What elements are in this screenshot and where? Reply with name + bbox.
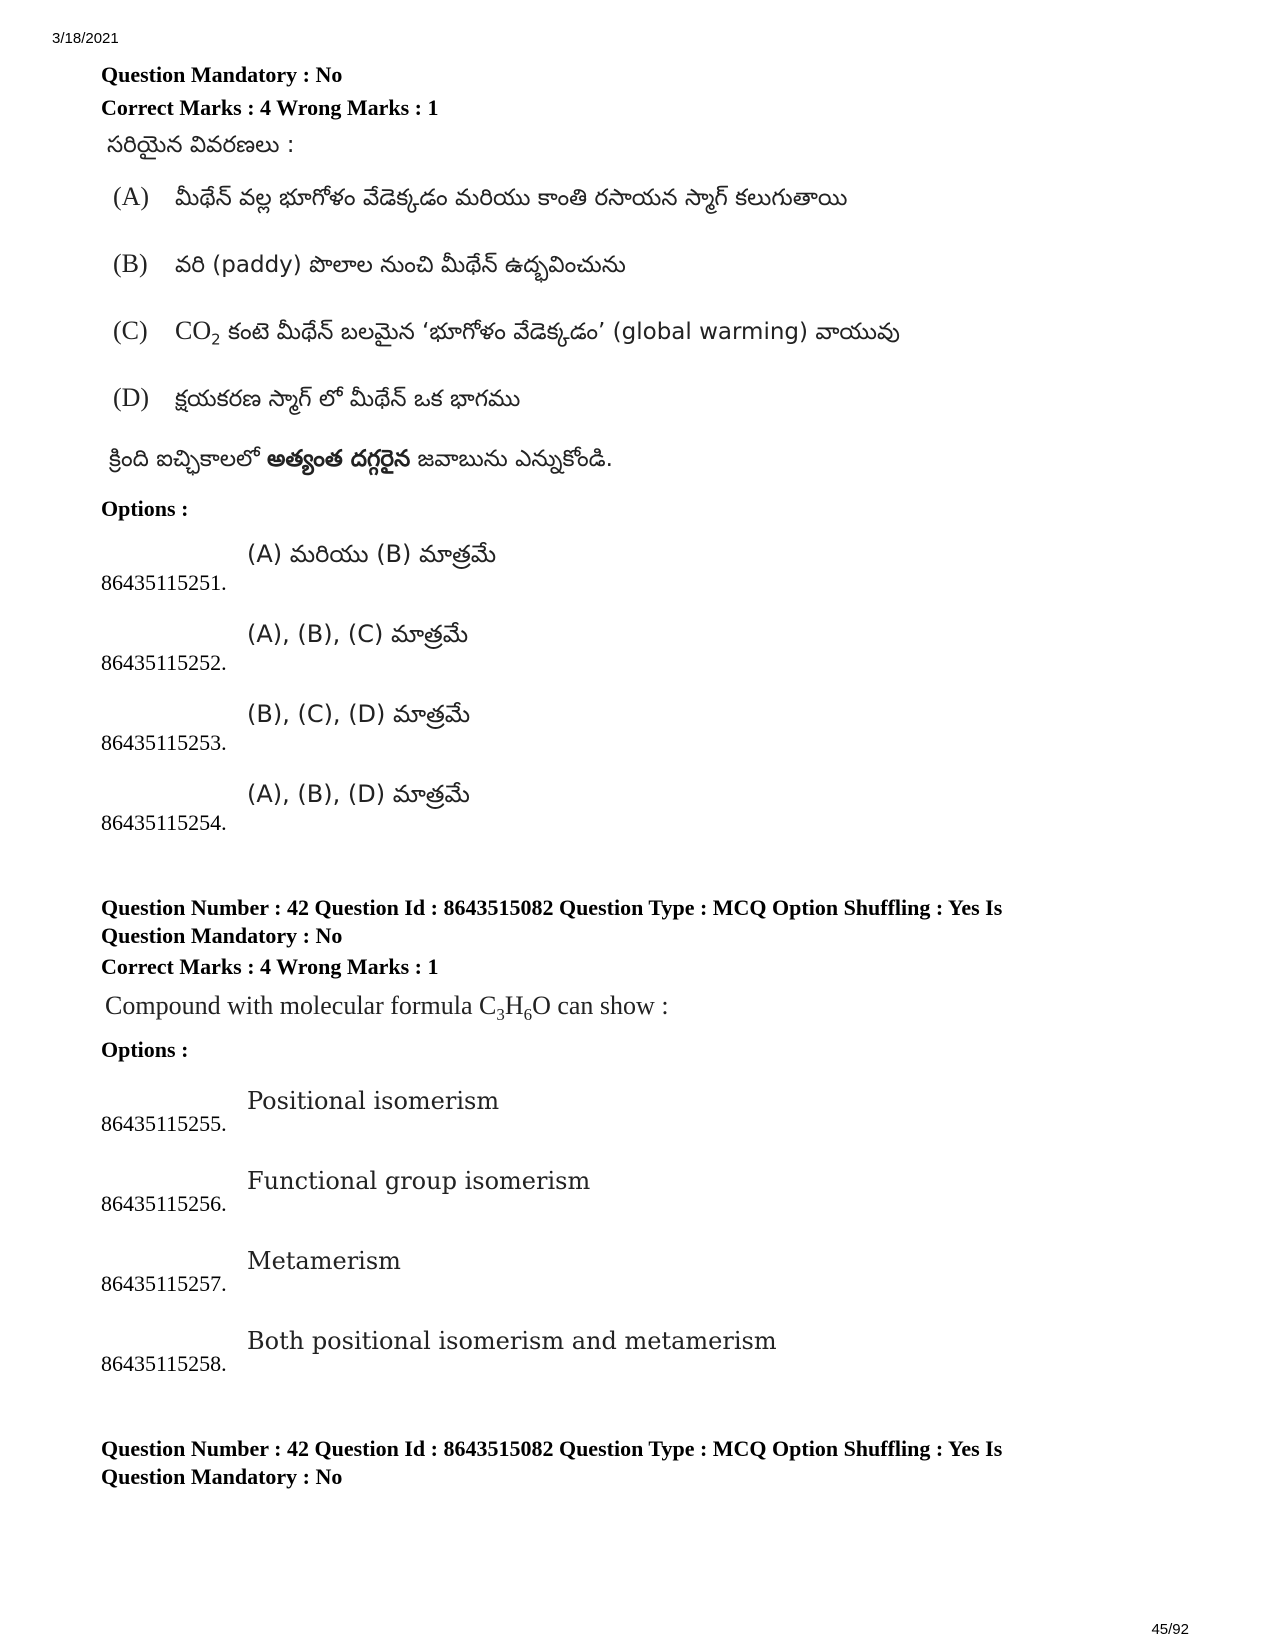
statement-a [113,182,1201,249]
section-spacer [101,850,1201,894]
option-text: (B), (C), (D) మాత్రమే [247,700,471,728]
page-content [101,58,1201,1491]
option-id: 86435115252. [101,650,227,675]
page-date: 3/18/2021 [52,30,119,47]
option-text: (A), (B), (C) మాత్రమే [247,620,469,648]
statement-text [175,316,900,351]
statement-b [113,249,1201,316]
question-text [105,991,1201,1025]
formula-co: CO [175,316,212,345]
options-label: Options : [101,496,189,521]
option-item [101,530,1201,610]
question-marks: Correct Marks : 4 Wrong Marks : 1 [101,954,439,979]
instruction-pre: క్రింది ఐచ్ఛికాలలో [109,446,268,472]
formula-h: H [504,991,524,1020]
question-text-post: O can show : [532,991,669,1020]
option-id: 86435115258. [101,1351,227,1377]
option-id: 86435115257. [101,1271,227,1297]
section-spacer [101,1391,1201,1435]
question-mandatory: Question Mandatory : No [101,62,343,87]
question-text-pre: Compound with molecular formula C [105,991,497,1020]
question-marks: Correct Marks : 4 Wrong Marks : 1 [101,95,439,120]
question-mandatory: Question Mandatory : No [101,1464,343,1490]
statement-c [113,316,1201,383]
question-instruction [109,446,1201,478]
option-text: Functional group isomerism [247,1167,591,1196]
option-text: Metamerism [247,1247,401,1276]
formula-subscript: 6 [523,1005,533,1025]
option-id: 86435115255. [101,1111,227,1137]
statement-label: (D) [113,383,150,412]
option-item [101,1231,1201,1311]
statement-text: క్షయకరణ స్మాగ్ లో మీథేన్ ఒక భాగము [175,386,521,412]
option-item [101,1151,1201,1231]
statement-label: (B) [113,249,148,278]
option-id: 86435115256. [101,1191,227,1217]
statement-label: (A) [113,182,150,211]
statement-label: (C) [113,316,148,345]
option-id: 86435115251. [101,570,227,595]
option-text: Both positional isomerism and metamerism [247,1327,777,1356]
question-block-next [101,1435,1201,1491]
question-header: Question Number : 42 Question Id : 8643515082 Question Type : MCQ Option Shuffling : Yes Is [101,1436,1003,1462]
instruction-bold: అత్యంత దగ్గరైన [267,446,411,472]
question-block-42 [101,894,1201,1391]
option-item [101,1071,1201,1151]
statement-text: వరి (paddy) పొలాల నుంచి మీథేన్ ఉద్భవించును [175,252,626,278]
option-item [101,1311,1201,1391]
statement-text: మీథేన్ వల్ల భూగోళం వేడెక్కడం మరియు కాంతి రసాయన స్మాగ్ కలుగుతాయి [175,185,848,211]
option-item [101,770,1201,850]
question-heading: సరియైన వివరణలు : [107,132,295,158]
formula-subscript: 2 [211,330,221,349]
option-text: Positional isomerism [247,1087,500,1116]
option-item [101,610,1201,690]
option-id: 86435115253. [101,730,227,755]
statement-text-rest: కంటె మీథేన్ బలమైన ‘భూగోళం వేడెక్కడం’ (global warming) వాయువు [220,319,900,345]
page-number: 45/92 [1151,1621,1189,1638]
option-item [101,690,1201,770]
question-mandatory: Question Mandatory : No [101,923,343,948]
option-text: (A), (B), (D) మాత్రమే [247,780,470,808]
option-id: 86435115254. [101,810,227,835]
formula-subscript: 3 [496,1005,505,1025]
option-text: (A) మరియు (B) మాత్రమే [247,540,497,568]
question-header: Question Number : 42 Question Id : 8643515082 Question Type : MCQ Option Shuffling : Yes Is [101,895,1003,920]
options-label: Options : [101,1037,189,1063]
statement-d [113,383,1201,450]
question-block-41 [101,58,1201,850]
instruction-post: జవాబును ఎన్నుకోండి. [410,446,613,472]
